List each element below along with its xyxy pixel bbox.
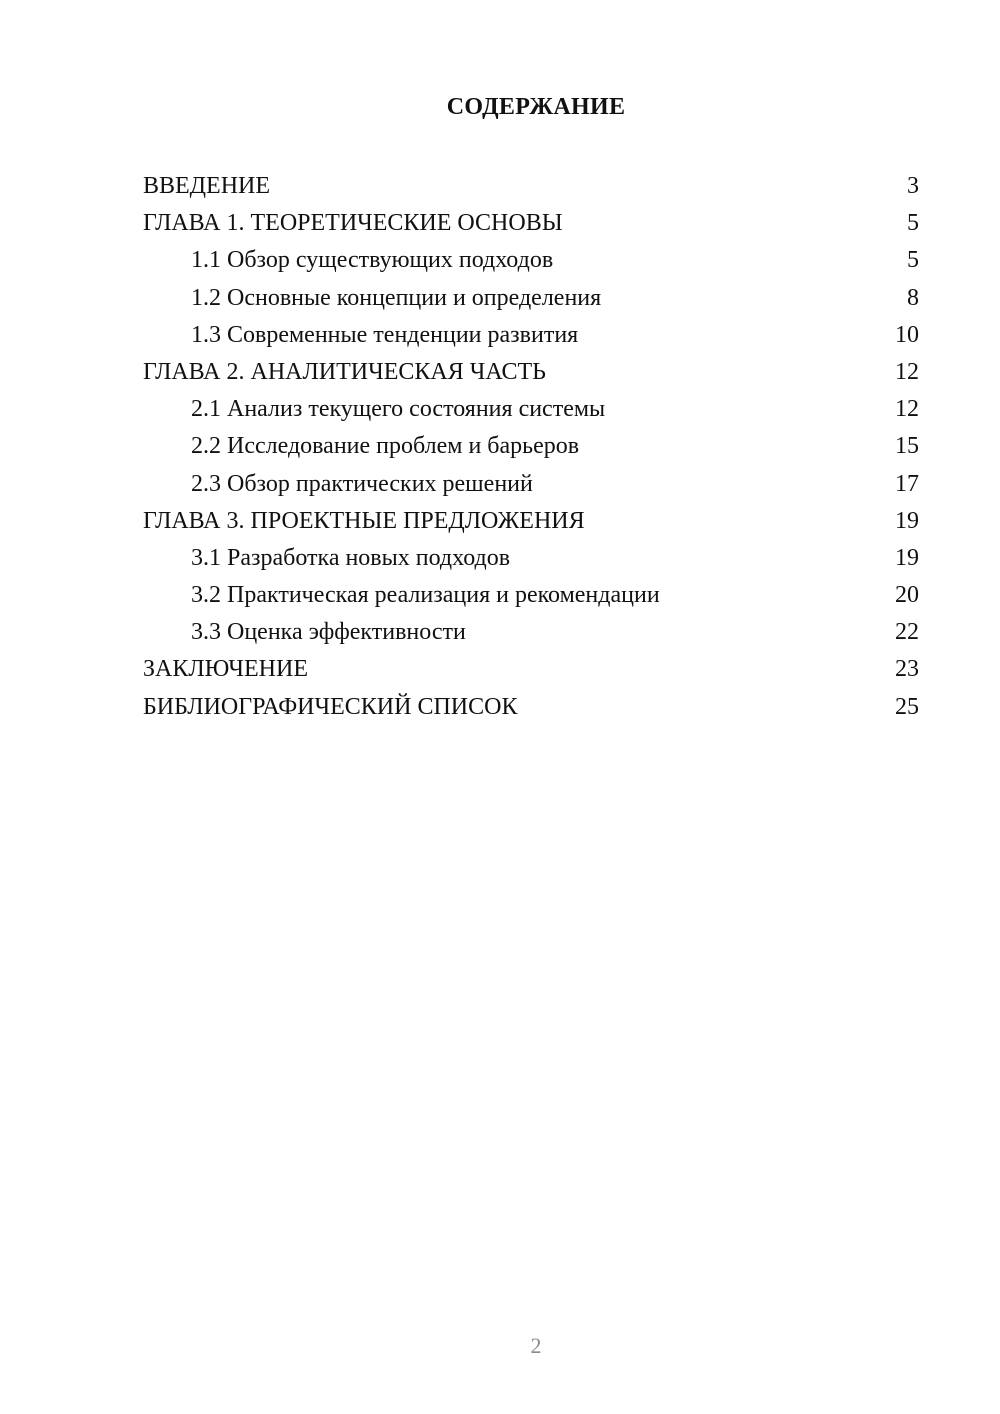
table-of-contents — [143, 168, 919, 726]
toc-entry-page: 22 — [895, 619, 919, 646]
toc-subentry[interactable] — [143, 466, 919, 503]
toc-entry-label: 2.2 Исследование проблем и барьеров — [191, 433, 580, 460]
toc-entry-label: 3.2 Практическая реализация и рекомендации — [191, 582, 660, 609]
toc-entry-page: 5 — [907, 247, 919, 274]
toc-entry-page: 3 — [907, 173, 919, 199]
toc-entry-label: 1.1 Обзор существующих подходов — [191, 247, 554, 274]
toc-entry[interactable] — [143, 354, 919, 391]
toc-entry-page: 25 — [895, 693, 919, 720]
toc-entry-page: 12 — [895, 358, 919, 385]
toc-entry-label: 3.1 Разработка новых подходов — [191, 544, 511, 571]
toc-heading: СОДЕРЖАНИЕ — [446, 94, 626, 120]
toc-heading-wrap — [145, 94, 927, 121]
toc-entry-label: 2.1 Анализ текущего состояния системы — [191, 396, 606, 423]
toc-entry-page: 10 — [895, 321, 919, 348]
toc-entry-label: 2.3 Обзор практических решений — [191, 470, 533, 497]
toc-entry-page: 19 — [895, 507, 919, 534]
toc-entry-page: 15 — [895, 433, 919, 460]
toc-entry-page: 23 — [895, 656, 919, 683]
toc-entry-page: 19 — [895, 544, 919, 571]
toc-entry[interactable] — [143, 205, 919, 242]
toc-entry[interactable] — [143, 168, 919, 205]
toc-subentry[interactable] — [143, 242, 919, 279]
toc-entry-label: БИБЛИОГРАФИЧЕСКИЙ СПИСОК — [143, 693, 518, 720]
toc-entry[interactable] — [143, 503, 919, 540]
toc-entry-label: 3.3 Оценка эффективности — [191, 619, 466, 646]
toc-entry-page: 8 — [907, 284, 919, 311]
toc-entry-page: 12 — [895, 396, 919, 423]
toc-entry[interactable] — [143, 651, 919, 688]
toc-subentry[interactable] — [143, 280, 919, 317]
toc-entry-label: ВВЕДЕНИЕ — [143, 173, 271, 199]
toc-entry-label: ГЛАВА 3. ПРОЕКТНЫЕ ПРЕДЛОЖЕНИЯ — [143, 507, 585, 534]
toc-entry-label: 1.3 Современные тенденции развития — [191, 321, 579, 348]
page-number: 2 — [530, 1333, 542, 1358]
toc-subentry[interactable] — [143, 428, 919, 465]
toc-entry[interactable] — [143, 689, 919, 726]
toc-subentry[interactable] — [143, 614, 919, 651]
toc-subentry[interactable] — [143, 577, 919, 614]
toc-entry-label: 1.2 Основные концепции и определения — [191, 284, 602, 311]
toc-entry-label: ГЛАВА 1. ТЕОРЕТИЧЕСКИЕ ОСНОВЫ — [143, 210, 563, 237]
toc-subentry[interactable] — [143, 317, 919, 354]
toc-entry-label: ЗАКЛЮЧЕНИЕ — [143, 656, 308, 683]
toc-entry-label: ГЛАВА 2. АНАЛИТИЧЕСКАЯ ЧАСТЬ — [143, 358, 546, 385]
toc-entry-page: 17 — [895, 470, 919, 497]
toc-entry-page: 20 — [895, 582, 919, 609]
toc-subentry[interactable] — [143, 540, 919, 577]
toc-subentry[interactable] — [143, 391, 919, 428]
toc-entry-page: 5 — [907, 210, 919, 237]
